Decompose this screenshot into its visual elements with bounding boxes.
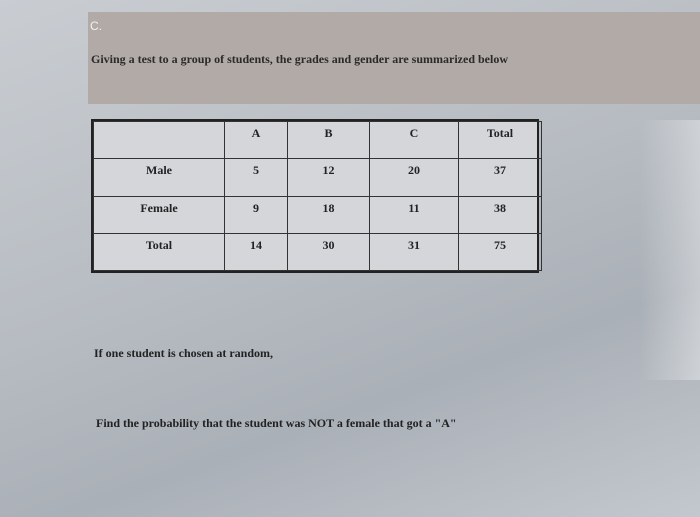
table-cell: 12 [288, 159, 370, 196]
table-cell: 75 [459, 233, 542, 270]
table-cell: 20 [370, 159, 459, 196]
table-cell: 9 [225, 196, 288, 233]
table-header-c: C [370, 122, 459, 159]
table-header-b: B [288, 122, 370, 159]
table-cell: 38 [459, 196, 542, 233]
section-label: C. [90, 19, 102, 33]
table-cell: 37 [459, 159, 542, 196]
question-setup: If one student is chosen at random, [94, 346, 274, 360]
table-cell: 18 [288, 196, 370, 233]
table-cell: 30 [288, 233, 370, 270]
table-header-blank [94, 122, 225, 159]
table-row [94, 159, 542, 196]
table-header-total: Total [459, 122, 542, 159]
table-header-a: A [225, 122, 288, 159]
row-label-male: Male [94, 159, 225, 196]
problem-intro: Giving a test to a group of students, the grades and gender are summarized below [91, 52, 508, 66]
row-label-total: Total [94, 233, 225, 270]
table-cell: 14 [225, 233, 288, 270]
table-cell: 5 [225, 159, 288, 196]
screen-glare [640, 120, 700, 380]
grades-table [91, 119, 539, 273]
table-cell: 31 [370, 233, 459, 270]
table-row [94, 233, 542, 270]
question-prompt: Find the probability that the student was NOT a female that got a "A" [96, 416, 457, 430]
table-cell: 11 [370, 196, 459, 233]
table-row [94, 196, 542, 233]
row-label-female: Female [94, 196, 225, 233]
table-header-row [94, 122, 542, 159]
